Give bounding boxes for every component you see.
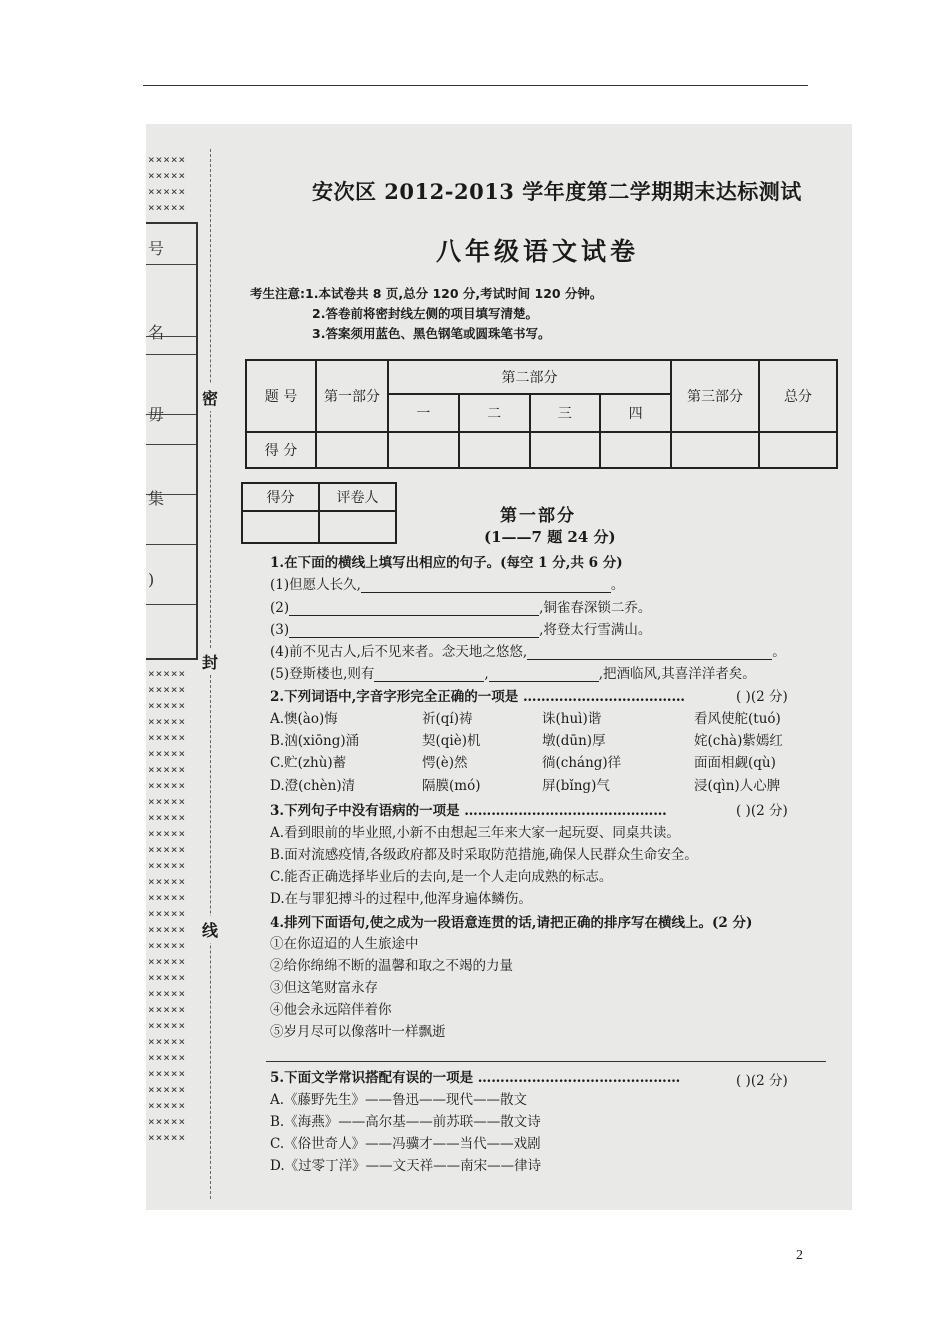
q2-option: 墩(dūn)厚 xyxy=(542,733,606,749)
q1-item: (1)但愿人长久, 。 xyxy=(270,577,625,593)
grader-table xyxy=(241,482,397,544)
q3-option: D.在与罪犯搏斗的过程中,他浑身遍体鳞伤。 xyxy=(270,891,532,907)
page-number: 2 xyxy=(796,1248,803,1263)
q2-option: 隔膜(mó) xyxy=(422,778,481,794)
q4-item: ②给你绵绵不断的温馨和取之不竭的力量 xyxy=(270,958,513,974)
x-marks-top: ××××× ××××× ××××× ××××× xyxy=(148,153,187,214)
score-input-cell[interactable] xyxy=(759,432,837,468)
q2-option: 姹(chà)紫嫣红 xyxy=(694,733,783,749)
q2-answer-mark[interactable]: ( )(2 分) xyxy=(736,689,788,705)
notice-line: 3.答案须用蓝色、黑色钢笔或圆珠笔书写。 xyxy=(312,326,551,341)
score-header-cell: 题 号 xyxy=(246,360,316,432)
q1-item: (5)登斯楼也,则有 , ,把酒临风,其喜洋洋者矣。 xyxy=(270,666,756,682)
score-header-cell: 总分 xyxy=(759,360,837,432)
field-label: 毋 xyxy=(148,405,165,424)
answer-blank[interactable] xyxy=(489,667,599,682)
score-sub-cell: 一 xyxy=(388,394,459,432)
score-input-cell[interactable] xyxy=(671,432,759,468)
q1-item: (2) ,铜雀春深锁二乔。 xyxy=(270,600,652,616)
answer-blank[interactable] xyxy=(361,578,611,593)
part1-subtitle: (1——7 题 24 分) xyxy=(484,528,616,546)
score-input-cell[interactable] xyxy=(530,432,601,468)
field-label: ) xyxy=(148,570,155,589)
field-label: 号 xyxy=(148,239,165,258)
field-label: 名 xyxy=(148,323,165,342)
score-input-cell[interactable] xyxy=(388,432,459,468)
q2-option: 愕(è)然 xyxy=(422,755,468,771)
header-rule xyxy=(143,85,808,86)
q5-option: C.《俗世奇人》——冯骥才——当代——戏剧 xyxy=(270,1136,541,1152)
q2-option: D.澄(chèn)清 xyxy=(270,778,356,794)
notice-line: 考生注意:1.本试卷共 8 页,总分 120 分,考试时间 120 分钟。 xyxy=(250,286,603,301)
q5-answer-mark[interactable]: ( )(2 分) xyxy=(736,1073,788,1089)
score-header-cell: 第三部分 xyxy=(671,360,759,432)
notice-line: 2.答卷前将密封线左侧的项目填写清楚。 xyxy=(312,306,538,321)
q4-item: ④他会永远陪伴着你 xyxy=(270,1002,392,1018)
score-input-cell[interactable] xyxy=(459,432,530,468)
score-row-label: 得 分 xyxy=(246,432,316,468)
info-fields-box xyxy=(146,222,198,660)
score-input-cell[interactable] xyxy=(600,432,671,468)
q2-option: 契(qiè)机 xyxy=(422,733,481,749)
q4-stem: 4.排列下面语句,使之成为一段语意连贯的话,请把正确的排序写在横线上。(2 分) xyxy=(270,915,753,931)
q3-answer-mark[interactable]: ( )(2 分) xyxy=(736,803,788,819)
q3-option: C.能否正确选择毕业后的去向,是一个人走向成熟的标志。 xyxy=(270,869,613,885)
q1-item: (4)前不见古人,后不见来者。念天地之悠悠, 。 xyxy=(270,644,786,660)
q2-option: 徜(cháng)徉 xyxy=(542,755,622,771)
score-sub-cell: 四 xyxy=(600,394,671,432)
binding-margin xyxy=(146,124,208,1210)
q4-item: ①在你迢迢的人生旅途中 xyxy=(270,936,419,952)
seal-char: 线 xyxy=(202,916,218,943)
exam-photo xyxy=(146,124,852,1210)
answer-blank[interactable] xyxy=(374,667,484,682)
score-header-cell: 第二部分 xyxy=(388,360,671,394)
grader-header: 得分 xyxy=(242,483,319,511)
q2-option: 诛(huì)谐 xyxy=(542,711,602,727)
q3-option: B.面对流感疫情,各级政府都及时采取防范措施,确保人民群众生命安全。 xyxy=(270,847,698,863)
q4-item: ⑤岁月尽可以像落叶一样飘逝 xyxy=(270,1024,446,1040)
q5-option: D.《过零丁洋》——文天祥——南宋——律诗 xyxy=(270,1158,542,1174)
score-input-cell[interactable] xyxy=(316,432,388,468)
exam-notice xyxy=(250,284,602,344)
grader-input-cell[interactable] xyxy=(242,511,319,543)
seal-char: 封 xyxy=(202,648,218,675)
score-header-cell: 第一部分 xyxy=(316,360,388,432)
part1-title: 第一部分 xyxy=(500,506,576,526)
q2-option: A.懊(ào)悔 xyxy=(270,711,338,727)
q3-option: A.看到眼前的毕业照,小新不由想起三年来大家一起玩耍、同桌共读。 xyxy=(270,825,680,841)
exam-subtitle: 八年级语文试卷 xyxy=(436,237,640,266)
grader-header: 评卷人 xyxy=(319,483,396,511)
exam-title: 安次区 2012-2013 学年度第二学期期末达标测试 xyxy=(312,179,802,204)
q2-option: 屏(bǐng)气 xyxy=(542,778,610,794)
q1-item: (3) ,将登太行雪满山。 xyxy=(270,622,652,638)
q2-option: 祈(qí)祷 xyxy=(422,711,473,727)
q5-option: B.《海燕》——高尔基——前苏联——散文诗 xyxy=(270,1114,541,1130)
q3-stem: 3.下列句子中没有语病的一项是 ……………………………………… xyxy=(270,803,667,819)
q4-item: ③但这笔财富永存 xyxy=(270,980,378,996)
answer-blank[interactable] xyxy=(289,601,539,616)
answer-blank[interactable] xyxy=(289,623,539,638)
q4-answer-line[interactable] xyxy=(266,1061,826,1062)
q1-stem: 1.在下面的横线上填写出相应的句子。(每空 1 分,共 6 分) xyxy=(270,555,623,571)
field-label: 集 xyxy=(148,489,165,508)
q2-option: 面面相觑(qù) xyxy=(694,755,776,771)
q2-option: 浸(qìn)人心脾 xyxy=(694,778,781,794)
x-marks-bottom: ××××× ××××× ××××× ××××× ××××× ××××× ××××× ××××× ××××× ××××× ××××× ××××× ××××× ××××× ××××× ××××× ××××× ××××× ××××× ××××× ××××× ××××× ××××× ××××× ××××× ××××× ××××× ××××× ××××× ××××× xyxy=(148,667,187,1144)
score-table xyxy=(245,359,838,469)
q2-option: 看风使舵(tuó) xyxy=(694,711,781,727)
q5-stem: 5.下面文学常识搭配有误的一项是 ……………………………………… xyxy=(270,1070,681,1086)
grader-input-cell[interactable] xyxy=(319,511,396,543)
seal-char: 密 xyxy=(202,384,218,411)
q5-option: A.《藤野先生》——鲁迅——现代——散文 xyxy=(270,1092,528,1108)
q2-stem: 2.下列词语中,字音字形完全正确的一项是 ……………………………… xyxy=(270,689,685,705)
score-sub-cell: 三 xyxy=(530,394,601,432)
q2-option: C.贮(zhù)蓄 xyxy=(270,755,347,771)
answer-blank[interactable] xyxy=(527,645,772,660)
score-sub-cell: 二 xyxy=(459,394,530,432)
q2-option: B.汹(xiōng)涌 xyxy=(270,733,360,749)
